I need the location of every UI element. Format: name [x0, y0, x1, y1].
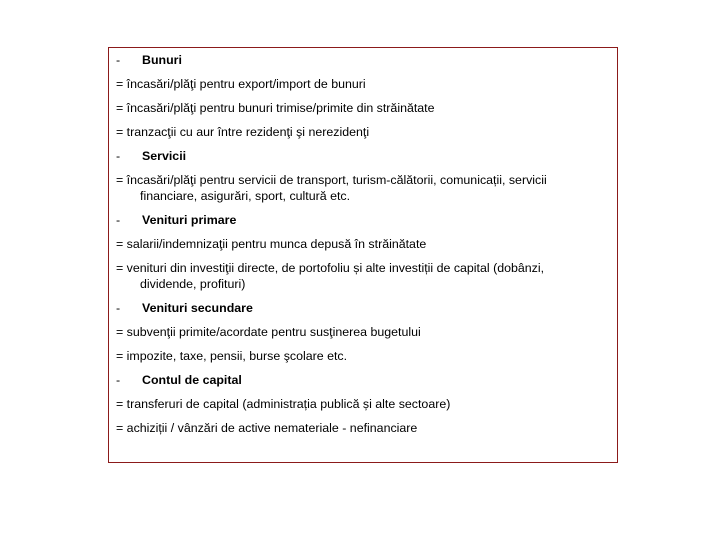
list-item — [116, 172, 609, 204]
list-item — [116, 324, 609, 340]
item-text: = subvenţii primite/acordate pentru susţinerea bugetului — [116, 325, 421, 339]
list-item — [116, 100, 609, 116]
list-item — [116, 124, 609, 140]
list-item — [116, 260, 609, 292]
bullet-dash: - — [116, 213, 121, 227]
list-item — [116, 396, 609, 412]
item-text: = impozite, taxe, pensii, burse şcolare etc. — [116, 349, 348, 363]
bullet-dash: - — [116, 149, 121, 163]
list-item — [116, 76, 609, 92]
bullet-dash: - — [116, 53, 121, 67]
section-heading — [116, 372, 609, 388]
item-text-continued: dividende, profituri) — [140, 277, 246, 291]
list-item — [116, 420, 609, 436]
item-text: = încasări/plăţi pentru export/import de bunuri — [116, 77, 366, 91]
bullet-dash: - — [116, 301, 121, 315]
item-text: = tranzacţii cu aur între rezidenţi şi nerezidenţi — [116, 125, 370, 139]
section-heading — [116, 212, 609, 228]
section-title: Bunuri — [142, 53, 182, 67]
item-text: = încasări/plăţi pentru bunuri trimise/primite din străinătate — [116, 101, 435, 115]
bullet-dash: - — [116, 373, 121, 387]
section-heading — [116, 148, 609, 164]
list-item — [116, 348, 609, 364]
section-heading — [116, 300, 609, 316]
section-heading — [116, 52, 609, 68]
section-title: Servicii — [142, 149, 187, 163]
section-title: Venituri secundare — [142, 301, 253, 315]
item-text: = încasări/plăţi pentru servicii de transport, turism-călătorii, comunicații, servicii — [116, 173, 547, 187]
item-text-continued: financiare, asigurări, sport, cultură etc. — [140, 189, 351, 203]
section-title: Venituri primare — [142, 213, 237, 227]
item-text: = achiziții / vânzări de active nemateriale - nefinanciare — [116, 421, 418, 435]
item-text: = transferuri de capital (administrația publică și alte sectoare) — [116, 397, 451, 411]
section-title: Contul de capital — [142, 373, 242, 387]
item-text: = venituri din investiţii directe, de portofoliu și alte investiții de capital (dobânzi, — [116, 261, 545, 275]
list-item — [116, 236, 609, 252]
item-text: = salarii/indemnizaţii pentru munca depusă în străinătate — [116, 237, 427, 251]
content-box — [108, 47, 618, 463]
